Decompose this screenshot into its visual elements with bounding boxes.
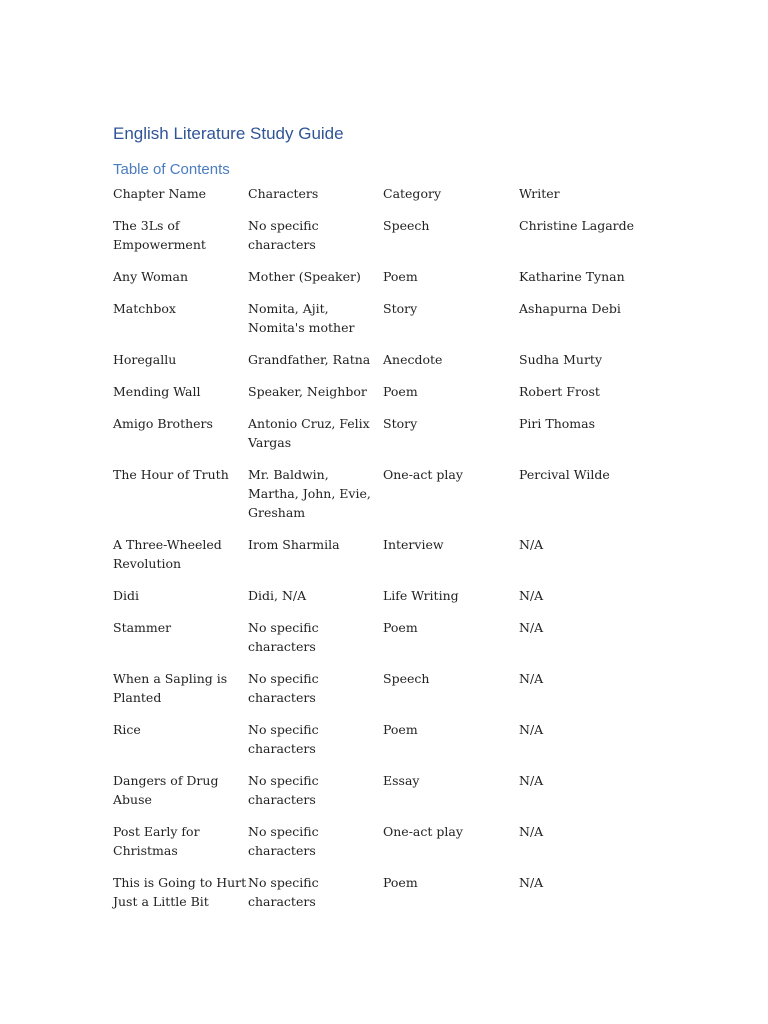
header-characters: Characters [248,186,319,201]
cell-writer: Christine Lagarde [519,218,635,233]
cell-writer: N/A [519,671,544,686]
cell-writer: N/A [519,875,544,890]
cell-characters: No specific characters [248,773,319,807]
table-row [113,414,653,465]
cell-category: Poem [383,384,418,399]
table-row [113,382,653,414]
cell-category: One-act play [383,467,463,482]
cell-category: Anecdote [383,352,443,367]
cell-category: Speech [383,218,430,233]
cell-characters: No specific characters [248,218,319,252]
cell-chapter-name: Amigo Brothers [113,416,213,431]
cell-chapter-name: Mending Wall [113,384,201,399]
table-row [113,873,653,924]
table-header-row [113,184,653,216]
cell-chapter-name: Dangers of Drug Abuse [113,773,219,807]
cell-chapter-name: Horegallu [113,352,177,367]
cell-writer: Piri Thomas [519,416,595,431]
header-writer: Writer [519,186,560,201]
cell-chapter-name: Didi [113,588,140,603]
table-row [113,350,653,382]
table-row [113,299,653,350]
cell-writer: N/A [519,537,544,552]
cell-characters: Didi, N/A [248,588,307,603]
cell-chapter-name: The Hour of Truth [113,467,229,482]
cell-writer: N/A [519,722,544,737]
cell-category: Poem [383,875,418,890]
cell-writer: N/A [519,588,544,603]
cell-category: Poem [383,269,418,284]
cell-characters: Irom Sharmila [248,537,340,552]
table-row [113,720,653,771]
toc-table [113,184,653,924]
cell-writer: N/A [519,824,544,839]
cell-chapter-name: A Three-Wheeled Revolution [113,537,222,571]
table-row [113,535,653,586]
cell-chapter-name: Post Early for Christmas [113,824,200,858]
cell-writer: Robert Frost [519,384,600,399]
cell-writer: N/A [519,773,544,788]
cell-category: Story [383,416,418,431]
cell-category: Essay [383,773,420,788]
cell-characters: No specific characters [248,824,319,858]
cell-category: One-act play [383,824,463,839]
cell-chapter-name: The 3Ls of Empowerment [113,218,206,252]
cell-characters: Antonio Cruz, Felix Vargas [248,416,370,450]
cell-characters: No specific characters [248,875,319,909]
cell-chapter-name: Rice [113,722,141,737]
table-row [113,267,653,299]
cell-category: Poem [383,620,418,635]
toc-heading: Table of Contents [113,161,230,178]
table-row [113,822,653,873]
table-row [113,669,653,720]
cell-writer: Sudha Murty [519,352,603,367]
table-row [113,465,653,535]
table-row [113,618,653,669]
cell-category: Poem [383,722,418,737]
cell-characters: Grandfather, Ratna [248,352,371,367]
cell-chapter-name: This is Going to Hurt Just a Little Bit [113,875,247,909]
cell-category: Life Writing [383,588,459,603]
cell-writer: N/A [519,620,544,635]
cell-characters: Speaker, Neighbor [248,384,367,399]
cell-category: Interview [383,537,444,552]
cell-characters: No specific characters [248,671,319,705]
cell-characters: Mr. Baldwin, Martha, John, Evie, Gresham [248,467,371,520]
header-category: Category [383,186,442,201]
table-row [113,216,653,267]
cell-writer: Percival Wilde [519,467,610,482]
cell-characters: No specific characters [248,620,319,654]
header-chapter-name: Chapter Name [113,186,207,201]
cell-writer: Ashapurna Debi [519,301,621,316]
cell-category: Speech [383,671,430,686]
table-row [113,771,653,822]
cell-writer: Katharine Tynan [519,269,625,284]
cell-characters: Nomita, Ajit, Nomita's mother [248,301,355,335]
table-row [113,586,653,618]
cell-chapter-name: Stammer [113,620,172,635]
cell-characters: Mother (Speaker) [248,269,361,284]
cell-chapter-name: Matchbox [113,301,176,316]
cell-chapter-name: When a Sapling is Planted [113,671,228,705]
document-title: English Literature Study Guide [113,124,344,143]
cell-characters: No specific characters [248,722,319,756]
cell-category: Story [383,301,418,316]
cell-chapter-name: Any Woman [113,269,188,284]
